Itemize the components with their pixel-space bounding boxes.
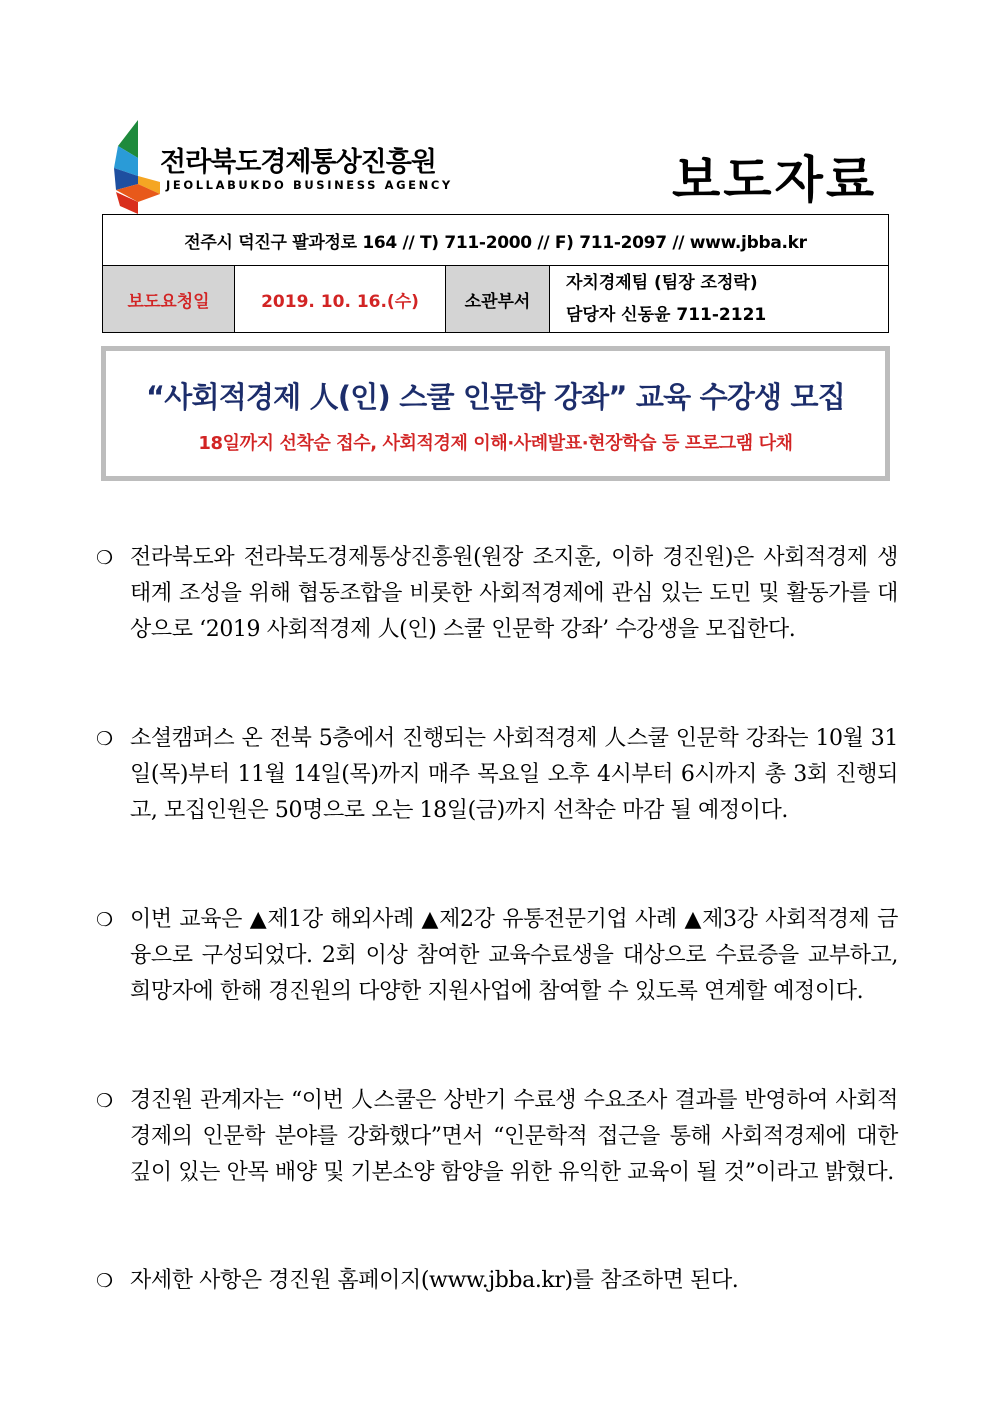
paragraph-text: 이번 교육은 ▲제1강 해외사례 ▲제2강 유통전문기업 사례 ▲제3강 사회적경제 금융으로 구성되었다. 2회 이상 참여한 교육수료생을 대상으로 수료증을 교부하고, 희망자에 한해 경진원의 다양한 지원사업에 참여할 수 있도록 연계할 예정이다. [130,907,898,1004]
body-paragraph [96,1083,898,1191]
press-info-table [102,214,889,333]
department-team: 자치경제팀 (팀장 조정락) [566,273,758,293]
department-contact: 담당자 신동윤 711-2121 [566,305,767,325]
bullet-circle-icon: ❍ [96,1270,113,1292]
request-date-label: 보도요청일 [103,266,235,333]
headline-subtitle: 18일까지 선착순 접수, 사회적경제 이해·사례발표·현장학습 등 프로그램 다채 [198,433,793,454]
paragraph-text: 경진원 관계자는 “이번 人스쿨은 상반기 수료생 수요조사 결과를 반영하여 사회적경제의 인문학 분야를 강화했다”면서 “인문학적 접근을 통해 사회적경제에 대한 깊이 있는 안목 배양 및 기본소양 함양을 위한 유익한 교육이 될 것”이라고 밝혔다. [130,1088,898,1185]
body-paragraph [96,540,898,648]
paragraph-text: 자세한 사항은 경진원 홈페이지(www.jbba.kr)를 참조하면 된다. [130,1268,739,1293]
department-label: 소관부서 [446,266,550,333]
department-info [550,266,889,333]
org-name: 전라북도경제통상진흥원 [160,147,436,178]
body-paragraph [96,1263,898,1299]
bullet-circle-icon: ❍ [96,728,113,750]
request-date-value: 2019. 10. 16.(수) [235,266,446,333]
headline-box [101,346,890,481]
headline-title: “사회적경제 人(인) 스쿨 인문학 강좌” 교육 수강생 모집 [146,380,845,414]
contact-line: 전주시 덕진구 팔과정로 164 // T) 711-2000 // F) 711-2097 // www.jbba.kr [103,215,889,266]
bullet-circle-icon: ❍ [96,547,113,569]
paragraph-text: 전라북도와 전라북도경제통상진흥원(원장 조지훈, 이하 경진원)은 사회적경제 생태계 조성을 위해 협동조합을 비롯한 사회적경제에 관심 있는 도민 및 활동가를 대상으로 ‘2019 사회적경제 人(인) 스쿨 인문학 강좌’ 수강생을 모집한다. [130,545,898,642]
document-type-title: 보도자료 [672,151,878,209]
body-paragraph [96,902,898,1010]
paragraph-text: 소셜캠퍼스 온 전북 5층에서 진행되는 사회적경제 人스쿨 인문학 강좌는 10월 31일(목)부터 11월 14일(목)까지 매주 목요일 오후 4시부터 6시까지 총 3회 진행되고, 모집인원은 50명으로 오는 18일(금)까지 선착순 마감 될 예정이다. [130,726,898,823]
org-name-en: JEOLLABUKDO BUSINESS AGENCY [166,178,453,192]
bullet-circle-icon: ❍ [96,909,113,931]
body-paragraph [96,721,898,829]
bullet-circle-icon: ❍ [96,1090,113,1112]
